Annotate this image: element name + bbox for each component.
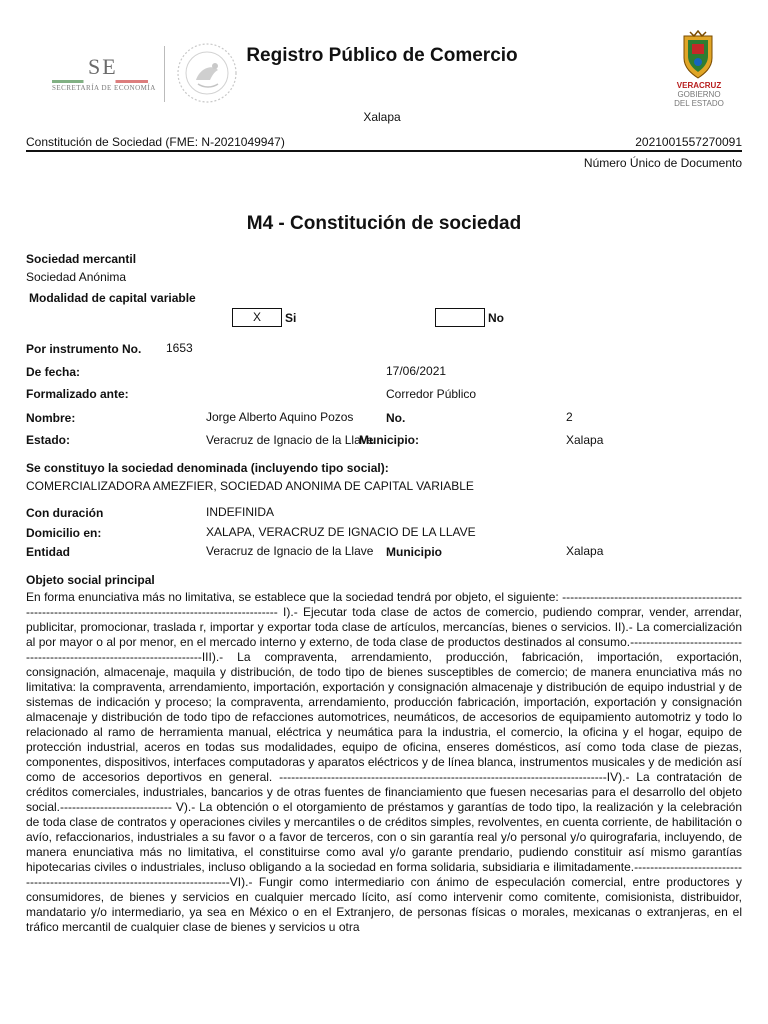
denominacion-value: COMERCIALIZADORA AMEZFIER, SOCIEDAD ANONIMA DE CAPITAL VARIABLE [26, 479, 474, 493]
formalizado-label: Formalizado ante: [26, 387, 129, 401]
denominacion-label: Se constituyo la sociedad denominada (incluyendo tipo social): [26, 461, 389, 475]
municipio2-value: Xalapa [566, 544, 604, 558]
se-logo-letters: SE [88, 54, 118, 79]
si-checkbox[interactable]: X [232, 308, 282, 327]
instrumento-value: 1653 [166, 341, 193, 355]
estado-label: Estado: [26, 433, 71, 447]
veracruz-logo-line2: GOBIERNO [677, 90, 721, 99]
logo-divider [164, 46, 165, 102]
document-number: 2021001557270091 [635, 135, 742, 149]
sociedad-mercantil-value: Sociedad Anónima [26, 270, 127, 284]
header-rule [26, 150, 742, 152]
no-num-value: 2 [566, 410, 573, 424]
objeto-label: Objeto social principal [26, 573, 155, 587]
formalizado-value: Corredor Público [386, 387, 477, 401]
instrumento-label: Por instrumento No. [26, 342, 142, 356]
veracruz-shield-icon [680, 30, 716, 80]
modalidad-label: Modalidad de capital variable [29, 291, 196, 305]
municipio-label: Municipio: [359, 433, 419, 447]
fecha-value: 17/06/2021 [386, 364, 447, 378]
coat-of-arms-icon [176, 42, 238, 104]
nombre-label: Nombre: [26, 411, 76, 425]
duracion-label: Con duración [26, 506, 104, 520]
form-heading: M4 - Constitución de sociedad [246, 213, 522, 234]
entidad-label: Entidad [26, 545, 70, 559]
domicilio-label: Domicilio en: [26, 526, 102, 540]
no-num-label: No. [386, 411, 406, 425]
municipio-value: Xalapa [566, 433, 604, 447]
municipio2-label: Municipio [386, 545, 442, 559]
registry-city: Xalapa [363, 110, 401, 124]
fecha-label: De fecha: [26, 365, 81, 379]
entidad-value: Veracruz de Ignacio de la Llave [206, 544, 374, 558]
document-type: Constitución de Sociedad (FME: N-2021049947) [26, 135, 285, 149]
veracruz-logo-line1: VERACRUZ [676, 81, 722, 90]
se-logo-name: SECRETARÍA DE ECONOMÍA [52, 84, 156, 92]
no-label: No [488, 311, 504, 325]
veracruz-logo-line3: DEL ESTADO [674, 99, 724, 108]
duracion-value: INDEFINIDA [206, 505, 275, 519]
estado-value: Veracruz de Ignacio de la Llave [206, 433, 374, 447]
domicilio-value: XALAPA, VERACRUZ DE IGNACIO DE LA LLAVE [206, 525, 476, 539]
sociedad-mercantil-label: Sociedad mercantil [26, 252, 137, 266]
no-checkbox[interactable] [435, 308, 485, 327]
se-flag-stripe [52, 80, 148, 83]
nombre-value: Jorge Alberto Aquino Pozos [206, 410, 354, 424]
registry-title: Registro Público de Comercio [246, 45, 518, 66]
document-number-caption: Número Único de Documento [583, 156, 742, 170]
objeto-text: En forma enunciativa más no limitativa, se establece que la sociedad tendrá por objeto, el siguiente: ------------------------------------------------------------------------------------------------------------ I).- Ejecutar toda clase de actos de comercio, pudiendo comprar, vender, arrendar, publicitar, promocionar, traslada r, importar y exportar toda clase de artículos, mercancías, bienes o servicios. II).- La comercialización al por mayor o al por menor, en el mercado interno y externo, de toda clase de productos destinados al consumo.------------------------------------------------------------------------III).- La compraventa, arrendamiento, producción, fabricación, importación, exportación, consignación, almacenaje, maquila y distribución, de todo tipo de bienes susceptibles de comercio; de manera enunciativa más no limitativa: la compraventa, arrendamiento, importación, exportación y consignación almacenaje y distribución de equipo industrial y de sistemas de indicación y proceso; la compraventa, arrendamiento, producción fabricación, importación, exportación y consignación almacenaje y distribución de todo tipo de refacciones automotrices, neumáticos, de accesorios de equipamiento automotriz y todo lo relacionado al ramo de herramienta manual, eléctrica y neumática para la industria, el comercio, la oficina y el hogar, equipo de protección industrial, aceros en todas sus modalidades, equipo de oficina, enseres domésticos, así como toda clase de piezas, componentes, dispositivos, interfaces computadoras y aparatos eléctricos y de línea blanca, instrumentos musicales y de medición así como de accesorios deportivos en general. ----------------------------------------------------------------------------------IV).- La contratación de créditos comerciales, industriales, bancarios y de otras fuentes de financiamiento que fuesen necesarias para el desarrollo del objeto social.---------------------------- V).- La obtención o el otorgamiento de préstamos y garantías de todo tipo, la realización y la celebración de toda clase de contratos y operaciones civiles y mercantiles o de créditos simples, revolventes, en cuenta corriente, de habilitación o avío, refaccionarios, industriales a su favor o a favor de terceros, con o sin garantía real y/o personal y/o quirografaria, incluyendo, de manera enunciativa más no limitativa, el constituirse como aval y/o garante prendario, pudiendo constituir así mismo garantías hipotecarias civiles o industriales, incluso obligando a la sociedad en forma solidaria, subsidiaria e ilimitadamente.------------------------------------------------------------------------------VI).- Fungir como intermediario con ánimo de especulación comercial, entre productores y consumidores, de bienes y servicios en cualquier mercado lícito, así como intervenir como comitente, comisionista, distribuidor, mandatario y/o intermediario, ya sea en México o en el Extranjero, de personas físicas o morales, mexicanas o extranjeras, en el tráfico mercantil de cualquier clase de bienes y servicios u otra [26, 590, 742, 934]
si-label: Si [285, 311, 297, 325]
veracruz-logo-text [664, 81, 734, 108]
